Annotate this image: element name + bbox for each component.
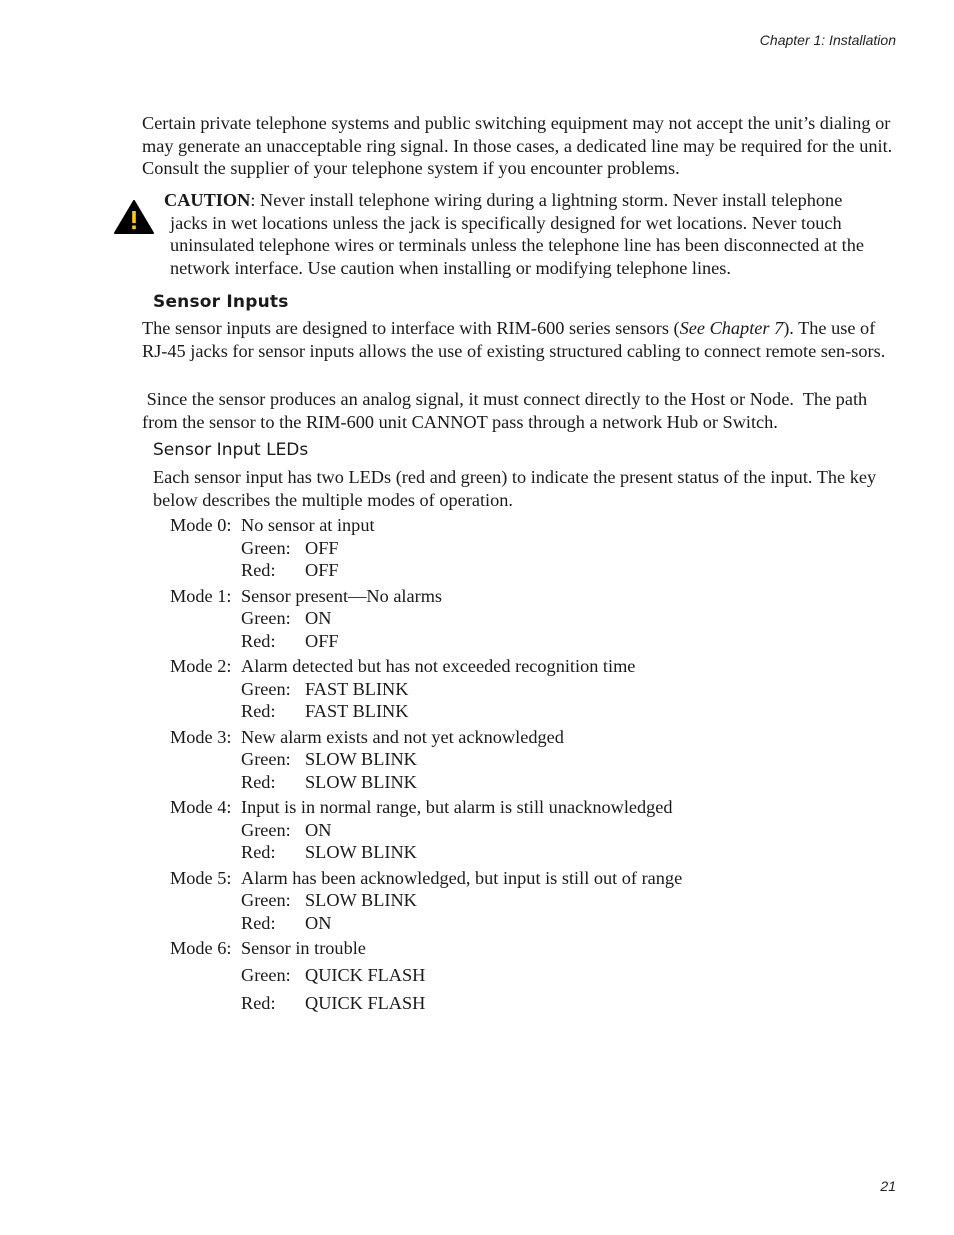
mode-label: Mode 4: [170, 797, 232, 817]
intro-paragraph: Certain private telephone systems and public switching equipment may not accept the unit’s dialing or may generate an unacceptable ring signal. In those cases, a dedicated line may be required for the unit. Consult the supplier of your telephone system if you encounter problems. [142, 113, 893, 178]
led-green-row [170, 819, 890, 842]
led-green-row [170, 607, 890, 630]
sensor-inputs-paragraph-2: Since the sensor produces an analog signal, it must connect directly to the Host or Node. The path from the sensor to the RIM-600 unit CANNOT pass through a network Hub or Switch. [142, 389, 872, 432]
led-red-label: Red: [241, 630, 276, 651]
mode-description: Alarm has been acknowledged, but input is still out of range [241, 867, 683, 888]
mode-row [170, 937, 890, 960]
sensor-p1-after: ). The use of RJ-45 jacks for sensor inputs allows the use of existing structured cabling to connect remote sen-sors. [142, 318, 886, 361]
led-green-label: Green: [241, 537, 291, 558]
mode-description: New alarm exists and not yet acknowledged [241, 726, 564, 747]
mode-label: Mode 3: [170, 726, 232, 747]
led-green-value: ON [305, 608, 332, 628]
mode-entry [170, 726, 890, 794]
led-red-value: FAST BLINK [305, 701, 409, 721]
led-green-label: Green: [241, 749, 291, 769]
led-green-value: ON [305, 819, 332, 840]
mode-entry [170, 585, 890, 653]
mode-row [170, 514, 890, 537]
mode-row [170, 655, 890, 678]
mode-entry [170, 867, 890, 935]
led-green-value: QUICK FLASH [305, 964, 426, 985]
led-green-label: Green: [241, 678, 291, 699]
running-head: Chapter 1: Installation [759, 32, 896, 48]
led-red-row [170, 912, 890, 935]
led-green-value: SLOW BLINK [305, 749, 417, 769]
led-red-row [170, 559, 890, 582]
led-red-value: SLOW BLINK [305, 771, 417, 792]
mode-entry [170, 514, 890, 582]
subsection-heading-sensor-input-leds: Sensor Input LEDs [153, 440, 309, 460]
page-number: 21 [880, 1178, 896, 1194]
led-green-value: OFF [305, 537, 339, 558]
led-green-value: SLOW BLINK [305, 890, 417, 910]
led-red-row [170, 700, 890, 723]
chapter-reference: See Chapter 7 [679, 318, 784, 338]
sensor-inputs-paragraph-1 [142, 317, 902, 362]
mode-entry [170, 937, 890, 1016]
led-green-row [170, 748, 890, 771]
mode-description: No sensor at input [241, 515, 375, 535]
led-green-label: Green: [241, 819, 291, 840]
led-red-row [170, 771, 890, 794]
led-red-value: SLOW BLINK [305, 842, 417, 862]
mode-description: Sensor in trouble [241, 938, 366, 958]
mode-label: Mode 2: [170, 656, 232, 676]
sensor-leds-paragraph: Each sensor input has two LEDs (red and green) to indicate the present status of the input. The key below describes the multiple modes of operation. [153, 467, 877, 510]
caution-body: jacks in wet locations unless the jack is specifically designed for wet locations. Never touch uninsulated telephone wires or terminals unless the telephone line has been disconnected at the network interface. Use caution when installing or modifying telephone lines. [170, 212, 864, 278]
section-heading-sensor-inputs: Sensor Inputs [153, 292, 289, 312]
led-red-label: Red: [241, 992, 276, 1013]
mode-description: Input is in normal range, but alarm is still unacknowledged [241, 797, 673, 817]
led-red-label: Red: [241, 560, 276, 580]
mode-description: Alarm detected but has not exceeded recognition time [241, 656, 636, 676]
led-red-label: Red: [241, 701, 276, 721]
warning-triangle-icon [114, 200, 154, 234]
mode-row [170, 796, 890, 819]
led-red-row [170, 990, 890, 1016]
mode-list [170, 514, 890, 1019]
led-green-row [170, 537, 890, 560]
caution-note [164, 189, 904, 279]
mode-entry [170, 655, 890, 723]
mode-label: Mode 5: [170, 867, 232, 888]
mode-description: Sensor present—No alarms [241, 585, 443, 606]
led-red-value: QUICK FLASH [305, 992, 426, 1013]
led-red-row [170, 841, 890, 864]
mode-row [170, 867, 890, 890]
caution-first-line-text: : Never install telephone wiring during a lightning storm. Never install telephone [250, 190, 843, 210]
led-green-label: Green: [241, 608, 291, 628]
led-green-label: Green: [241, 890, 291, 910]
caution-label: CAUTION [164, 190, 251, 210]
led-red-label: Red: [241, 771, 276, 792]
mode-label: Mode 0: [170, 515, 232, 535]
led-green-value: FAST BLINK [305, 678, 409, 699]
led-red-label: Red: [241, 912, 276, 933]
led-green-row [170, 678, 890, 701]
mode-label: Mode 6: [170, 938, 232, 958]
led-red-value: OFF [305, 630, 339, 651]
led-green-row [170, 962, 890, 988]
led-red-label: Red: [241, 842, 276, 862]
led-red-row [170, 630, 890, 653]
mode-entry [170, 796, 890, 864]
led-red-value: OFF [305, 560, 339, 580]
led-green-row [170, 889, 890, 912]
caution-first-line [164, 189, 904, 212]
mode-row [170, 726, 890, 749]
sensor-p1-before: The sensor inputs are designed to interface with RIM-600 series sensors ( [142, 318, 680, 338]
mode-label: Mode 1: [170, 585, 232, 606]
led-green-label: Green: [241, 964, 291, 985]
led-red-value: ON [305, 912, 332, 933]
mode-row [170, 585, 890, 608]
